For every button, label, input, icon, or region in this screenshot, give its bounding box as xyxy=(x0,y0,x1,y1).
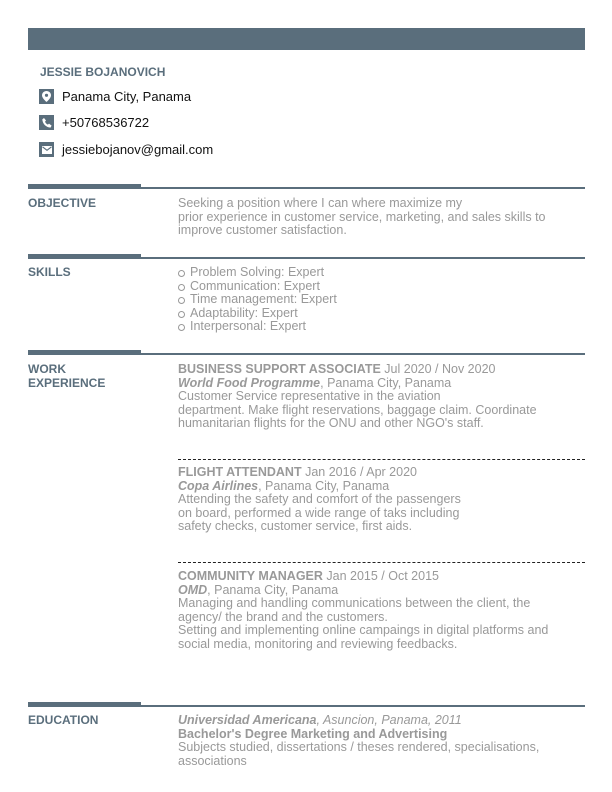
section-divider xyxy=(28,350,585,355)
job-separator xyxy=(178,562,585,563)
skill-item: Problem Solving: Expert xyxy=(178,266,585,280)
contact-email xyxy=(39,142,213,157)
skill-item: Communication: Expert xyxy=(178,280,585,294)
education-entry: Universidad Americana, Asuncion, Panama, 2011 Bachelor's Degree Marketing and Advertising Subjects studied, dissertations / theses rendered, specialisations, associations xyxy=(178,713,540,767)
section-divider xyxy=(28,254,585,259)
job-entry: COMMUNITY MANAGER Jan 2015 / Oct 2015 OMD, Panama City, Panama Managing and handling communications between the client, the agency/ the brand and the customers. Setting and implementing online campaings in digital platforms and social media, monitoring and reviewing feedbacks. xyxy=(178,569,549,651)
education-heading: EDUCATION xyxy=(28,713,99,727)
skill-item: Adaptability: Expert xyxy=(178,307,585,321)
candidate-name: JESSIE BOJANOVICH xyxy=(40,65,166,79)
objective-text: Seeking a position where I can where maximize my prior experience in customer service, marketing, and sales skills to improve customer satisfaction. xyxy=(178,196,546,237)
work-heading: WORK EXPERIENCE xyxy=(28,362,106,390)
phone-icon xyxy=(39,115,54,130)
skills-list xyxy=(178,266,585,334)
skills-heading: SKILLS xyxy=(28,265,71,279)
section-divider xyxy=(28,184,585,189)
location-pin-icon xyxy=(39,89,54,104)
contact-location xyxy=(39,89,191,104)
section-divider xyxy=(28,702,585,707)
contact-phone xyxy=(39,115,149,130)
objective-heading: OBJECTIVE xyxy=(28,196,97,210)
skill-item: Time management: Expert xyxy=(178,293,585,307)
job-separator xyxy=(178,459,585,460)
phone-text: +50768536722 xyxy=(62,115,150,130)
envelope-icon xyxy=(39,142,54,157)
email-link[interactable]: jessiebojanov@gmail.com xyxy=(62,142,214,157)
skill-item: Interpersonal: Expert xyxy=(178,320,585,334)
job-entry: BUSINESS SUPPORT ASSOCIATE Jul 2020 / Nov 2020 World Food Programme, Panama City, Panama Customer Service representative in the aviation department. Make flight reservations, baggage claim. Coordinate humanitarian flights for the ONU and other NGO's staff. xyxy=(178,362,537,430)
header-bar xyxy=(28,28,585,50)
job-entry: FLIGHT ATTENDANT Jan 2016 / Apr 2020 Copa Airlines, Panama City, Panama Attending the safety and comfort of the passengers on board, performed a wide range of taks including safety checks, customer service, first aids. xyxy=(178,465,461,533)
location-text: Panama City, Panama xyxy=(62,89,192,104)
